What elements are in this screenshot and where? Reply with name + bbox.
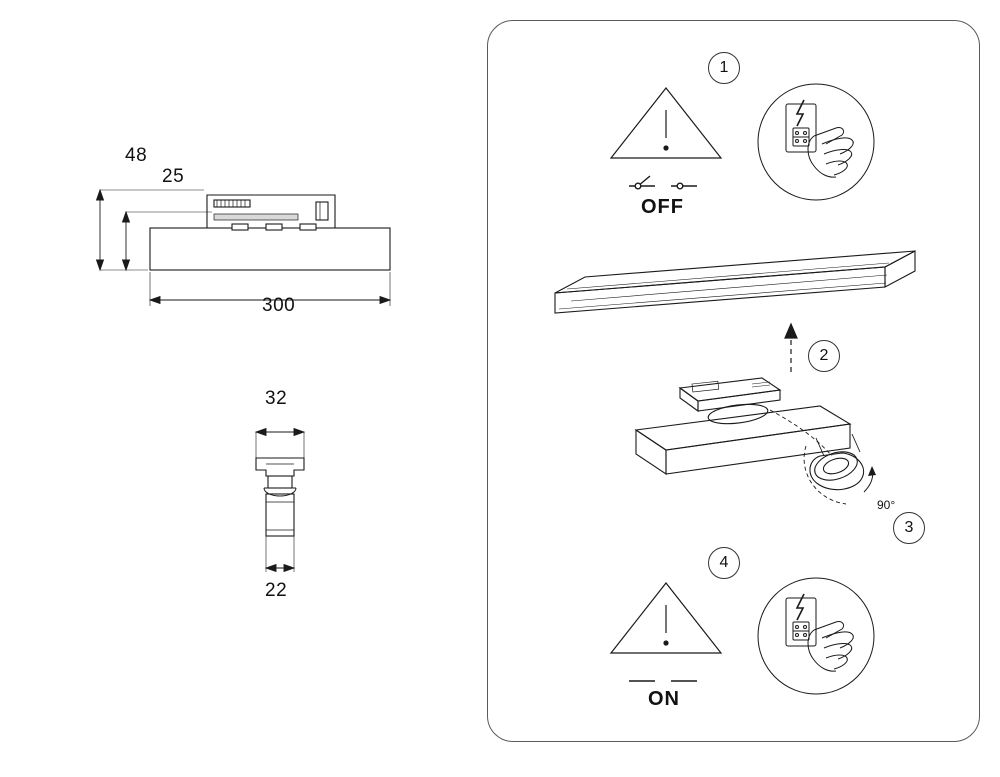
step-2-badge: 2 xyxy=(808,340,840,372)
front-view-svg xyxy=(180,390,480,670)
step-1-badge: 1 xyxy=(708,52,740,84)
dimension-length: 300 xyxy=(262,295,296,316)
step-4-on-label: ON xyxy=(648,688,680,710)
step-4-badge: 4 xyxy=(708,547,740,579)
dimension-width-bottom: 22 xyxy=(265,580,288,601)
step-4-warning-icon xyxy=(605,575,735,745)
step-1-hand-switch-icon xyxy=(752,78,882,208)
step-1-off-label: OFF xyxy=(641,196,684,218)
track-rail-drawing xyxy=(545,225,965,335)
dimension-height-body: 25 xyxy=(162,166,185,187)
dimension-width-top: 32 xyxy=(265,388,288,409)
step-4-hand-switch-icon xyxy=(752,572,882,702)
rotation-angle-label: 90° xyxy=(877,498,896,512)
step-3-badge: 3 xyxy=(893,512,925,544)
dimension-height-total: 48 xyxy=(125,145,148,166)
